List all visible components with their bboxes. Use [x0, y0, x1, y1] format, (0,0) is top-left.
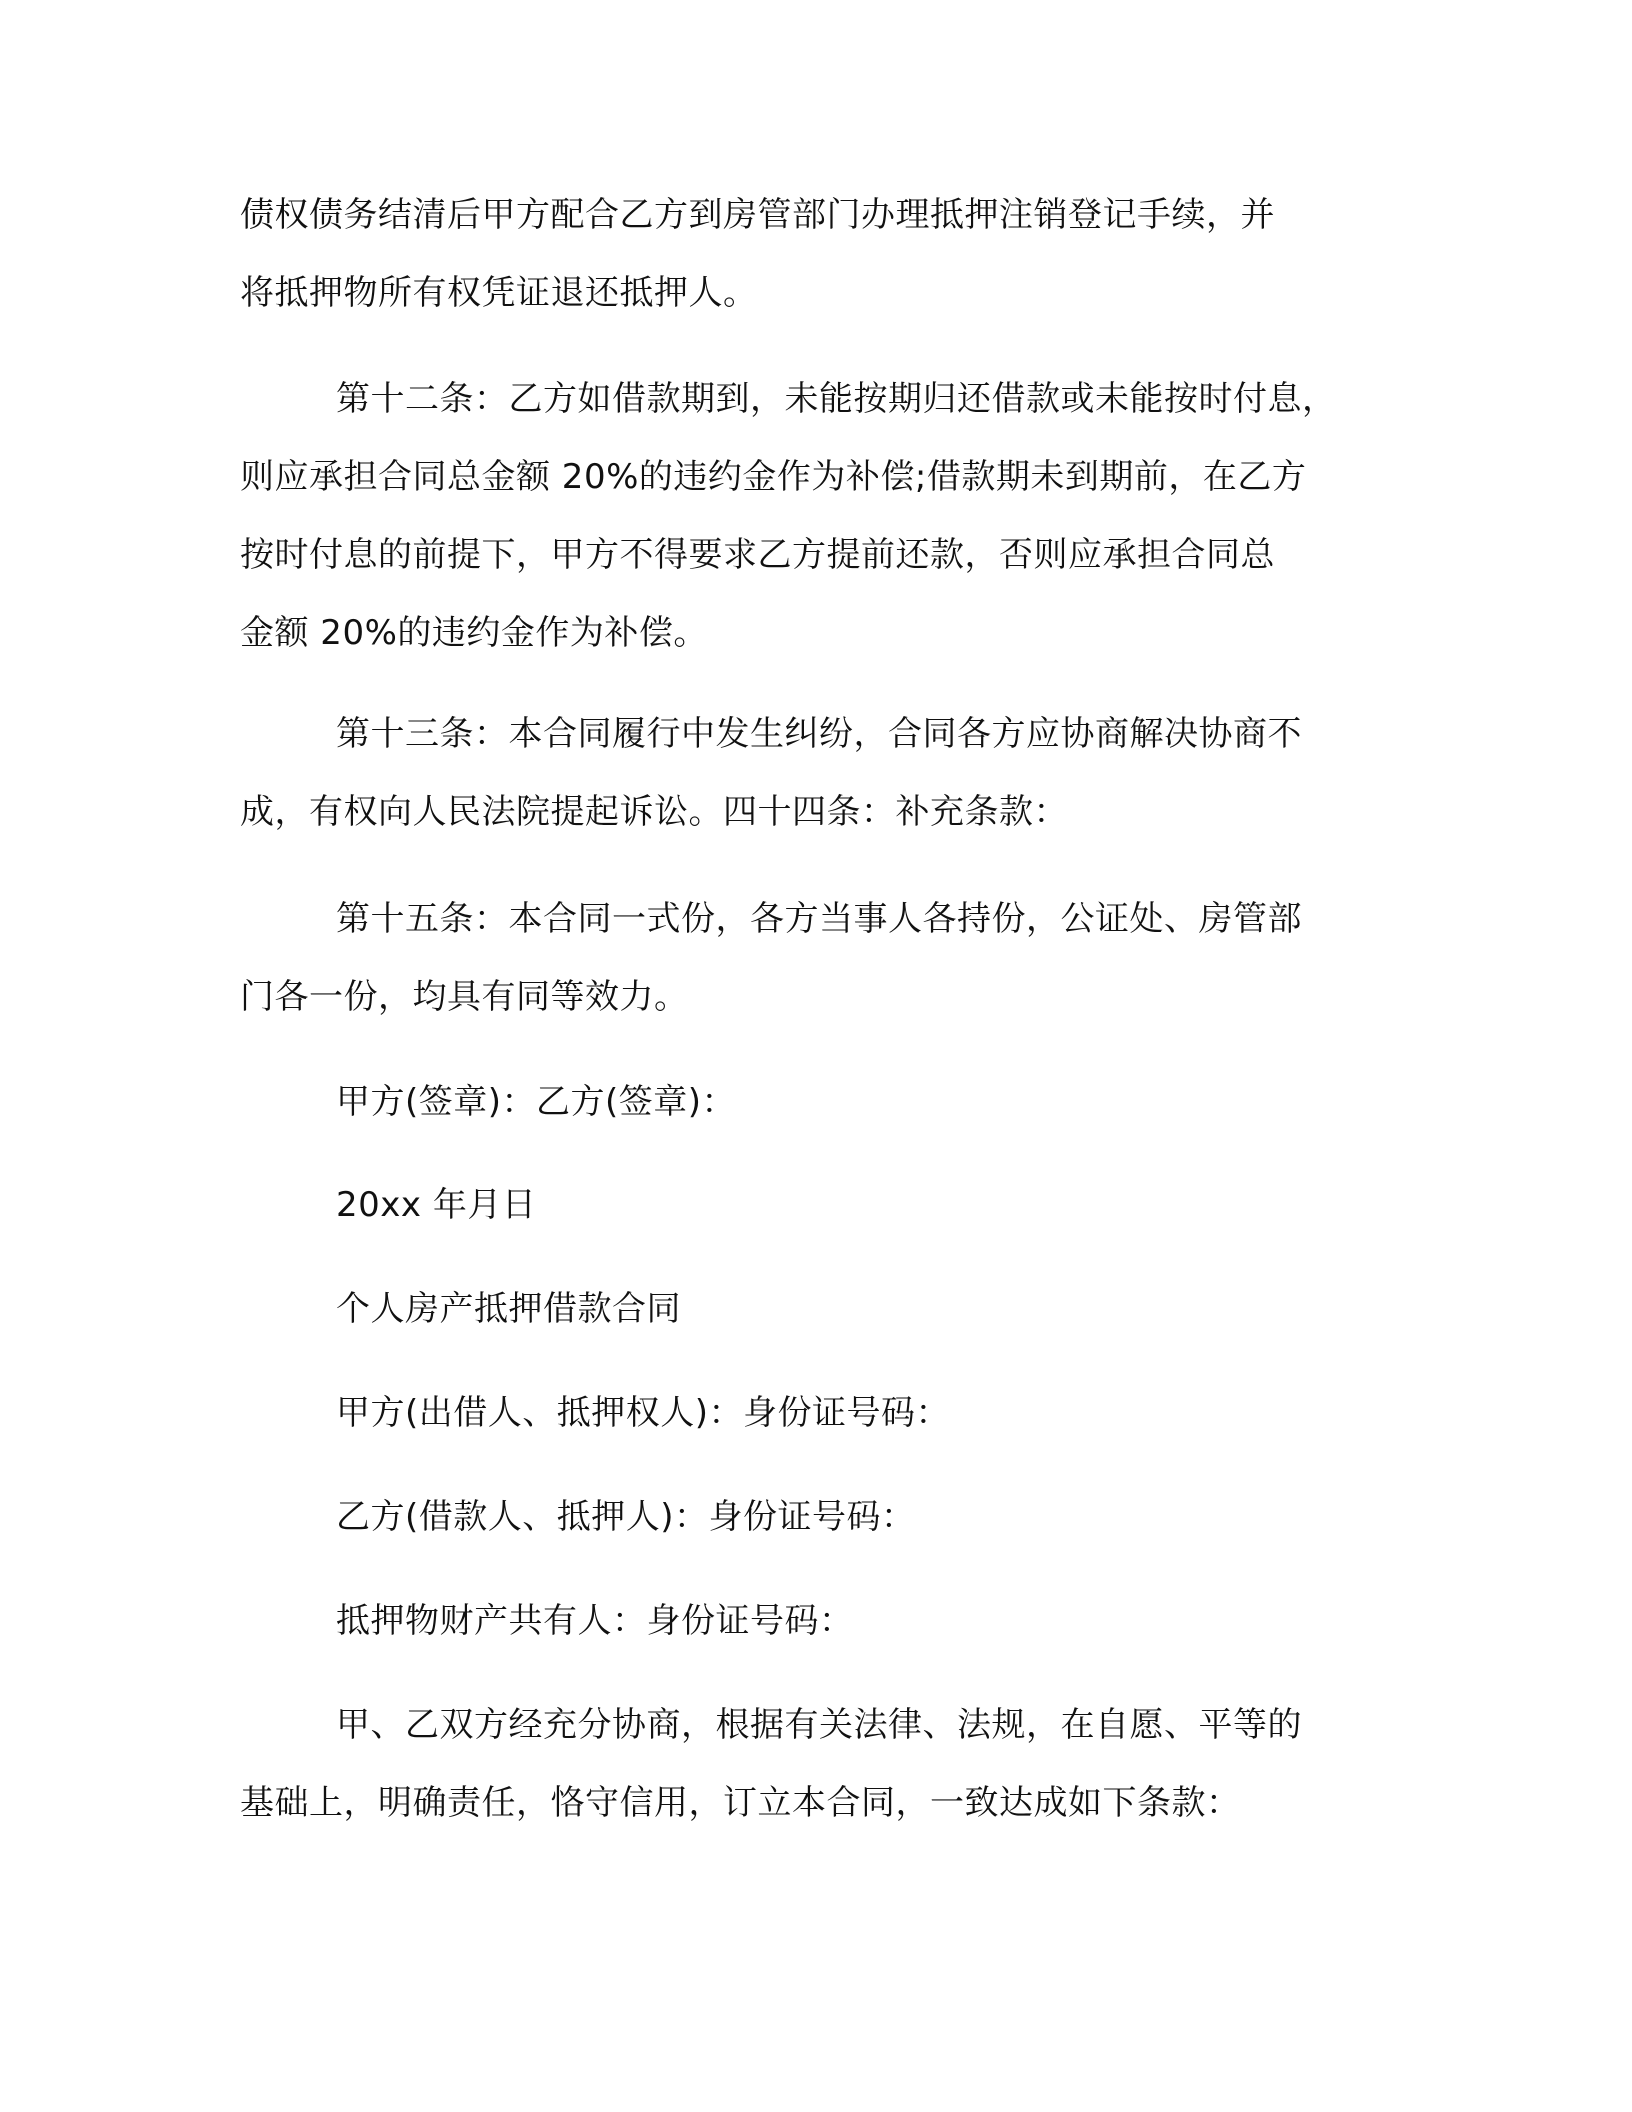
- text-line: 金额 20%的违约金作为补偿。: [240, 613, 708, 653]
- text-line: 第十五条：本合同一式份，各方当事人各持份，公证处、房管部: [336, 899, 1302, 939]
- text-line: 第十三条：本合同履行中发生纠纷，合同各方应协商解决协商不: [336, 714, 1302, 754]
- text-line: 债权债务结清后甲方配合乙方到房管部门办理抵押注销登记手续，并: [240, 195, 1275, 235]
- text-line: 甲方(出借人、抵押权人)：身份证号码：: [336, 1393, 951, 1433]
- text-line: 抵押物财产共有人：身份证号码：: [336, 1601, 854, 1641]
- paragraph-co-owner: [240, 1582, 1390, 1660]
- paragraph-agreement: [240, 1686, 1390, 1842]
- text-line: 个人房产抵押借款合同: [336, 1289, 681, 1329]
- text-line: 甲、乙双方经充分协商，根据有关法律、法规，在自愿、平等的: [336, 1705, 1302, 1745]
- paragraph-article-12: [240, 360, 1390, 672]
- text-line: 按时付息的前提下，甲方不得要求乙方提前还款，否则应承担合同总: [240, 535, 1275, 575]
- paragraph-party-a: [240, 1374, 1390, 1452]
- text-line: 乙方(借款人、抵押人)：身份证号码：: [336, 1497, 916, 1537]
- text-line: 20xx 年月日: [336, 1185, 537, 1225]
- paragraph-mortgage-release: [240, 176, 1390, 332]
- text-line: 基础上，明确责任，恪守信用，订立本合同，一致达成如下条款：: [240, 1783, 1241, 1823]
- text-line: 成，有权向人民法院提起诉讼。四十四条：补充条款：: [240, 792, 1068, 832]
- text-line: 则应承担合同总金额 20%的违约金作为补偿;借款期未到期前，在乙方: [240, 457, 1307, 497]
- text-line: 甲方(签章)：乙方(签章)：: [336, 1082, 737, 1122]
- paragraph-article-15: [240, 880, 1390, 1036]
- text-line: 门各一份，均具有同等效力。: [240, 977, 689, 1017]
- paragraph-party-b: [240, 1478, 1390, 1556]
- text-line: 第十二条：乙方如借款期到，未能按期归还借款或未能按时付息，: [336, 379, 1337, 419]
- paragraph-article-13: [240, 695, 1390, 851]
- paragraph-signatures: [240, 1063, 1390, 1141]
- text-line: 将抵押物所有权凭证退还抵押人。: [240, 273, 758, 313]
- paragraph-contract-title: [240, 1270, 1390, 1348]
- paragraph-date: [240, 1166, 1390, 1244]
